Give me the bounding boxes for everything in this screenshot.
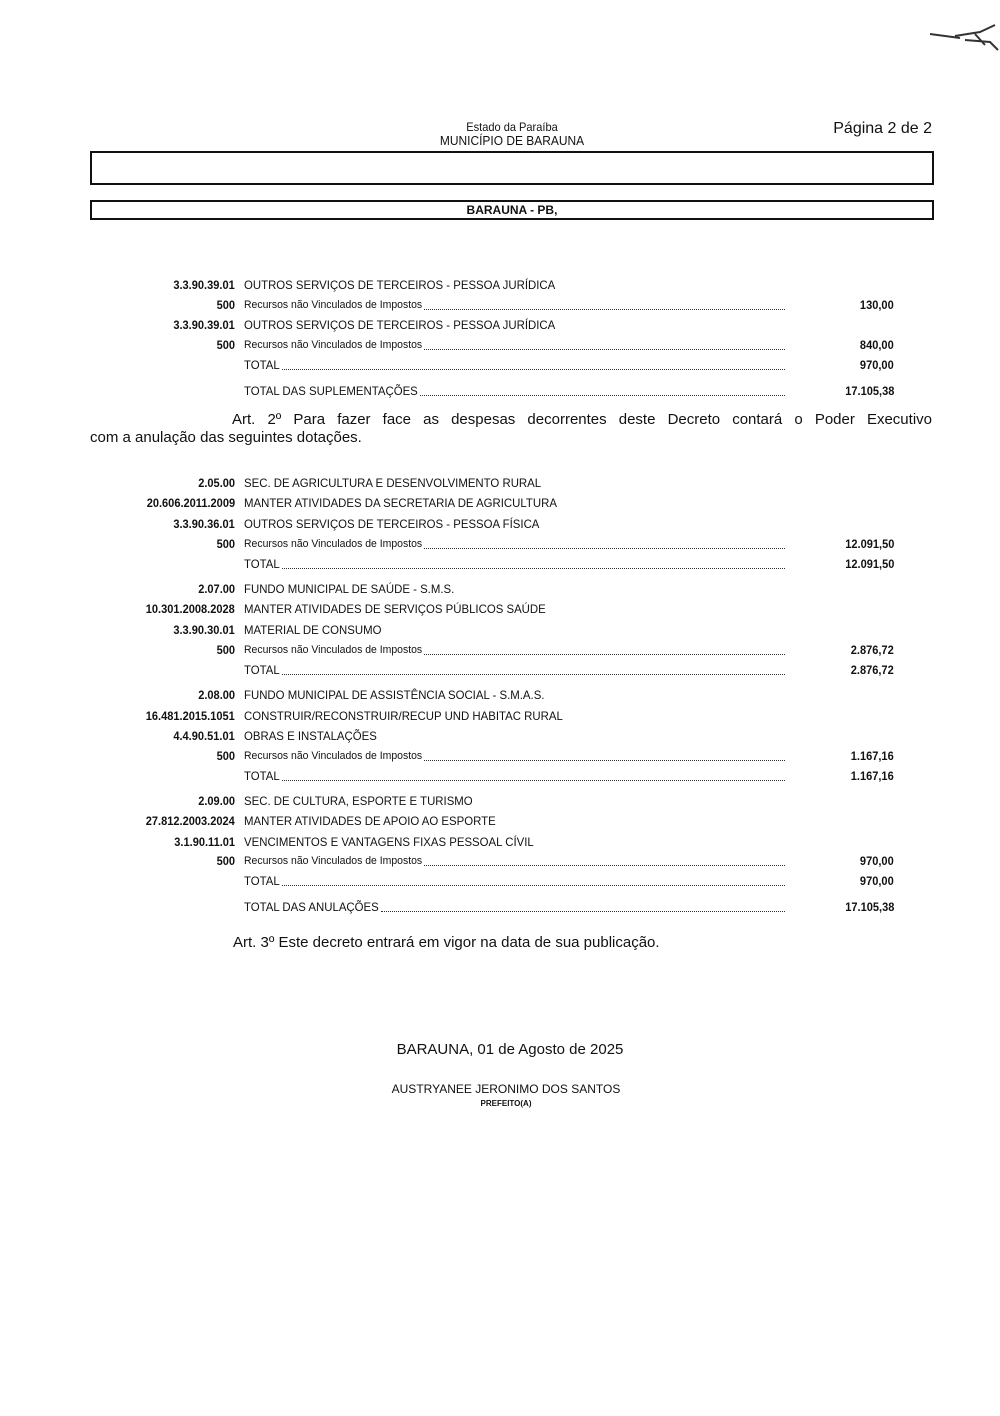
dot-leader: [282, 770, 785, 781]
row-code: 500: [216, 643, 235, 657]
header-box: [90, 151, 934, 185]
row-code: 16.481.2015.1051: [145, 709, 235, 723]
dot-leader: [381, 901, 785, 912]
table-row: [0, 792, 1000, 810]
table-row: [0, 852, 1000, 870]
row-description: OUTROS SERVIÇOS DE TERCEIROS - PESSOA JURÍDICA: [244, 278, 556, 292]
row-description: TOTAL DAS ANULAÇÕES: [244, 900, 379, 914]
row-description: Recursos não Vinculados de Impostos: [244, 855, 423, 867]
row-code: 10.301.2008.2028: [145, 602, 235, 616]
row-code: 2.08.00: [198, 688, 235, 702]
row-description: MATERIAL DE CONSUMO: [244, 623, 382, 637]
table-row: [0, 872, 1000, 890]
row-description: SEC. DE CULTURA, ESPORTE E TURISMO: [244, 794, 473, 808]
row-description: TOTAL DAS SUPLEMENTAÇÕES: [244, 384, 418, 398]
row-description: OBRAS E INSTALAÇÕES: [244, 729, 377, 743]
table-row: [0, 600, 1000, 618]
row-description: MANTER ATIVIDADES DE APOIO AO ESPORTE: [244, 814, 496, 828]
row-code: 27.812.2003.2024: [145, 814, 235, 828]
dot-leader: [424, 750, 785, 761]
row-description: Recursos não Vinculados de Impostos: [244, 644, 423, 656]
table-row: [0, 898, 1000, 916]
article-2: [90, 411, 932, 447]
row-value: 12.091,50: [844, 537, 894, 551]
scan-mark: [920, 20, 1000, 70]
row-code: 500: [216, 854, 235, 868]
table-row: [0, 747, 1000, 765]
row-value: 970,00: [860, 874, 894, 888]
table-row: [0, 661, 1000, 679]
table-row: [0, 296, 1000, 314]
row-description: Recursos não Vinculados de Impostos: [244, 538, 423, 550]
table-row: [0, 727, 1000, 745]
row-description: OUTROS SERVIÇOS DE TERCEIROS - PESSOA JURÍDICA: [244, 318, 556, 332]
table-row: [0, 316, 1000, 334]
table-row: [0, 494, 1000, 512]
table-row: [0, 641, 1000, 659]
article-2-line1: Art. 2º Para fazer face as despesas decorrentes deste Decreto contará o Poder Executivo: [232, 411, 932, 428]
signatory-name: AUSTRYANEE JERONIMO DOS SANTOS: [391, 1082, 621, 1096]
row-description: SEC. DE AGRICULTURA E DESENVOLVIMENTO RURAL: [244, 476, 542, 490]
dot-leader: [424, 644, 785, 655]
dot-leader: [424, 339, 785, 350]
table-row: [0, 812, 1000, 830]
row-description: TOTAL: [244, 769, 280, 783]
row-description: FUNDO MUNICIPAL DE SAÚDE - S.M.S.: [244, 582, 455, 596]
table-row: [0, 276, 1000, 294]
row-description: Recursos não Vinculados de Impostos: [244, 299, 423, 311]
state-name: Estado da Paraíba: [466, 120, 558, 134]
table-row: [0, 707, 1000, 725]
row-description: FUNDO MUNICIPAL DE ASSISTÊNCIA SOCIAL - S.M.A.S.: [244, 688, 545, 702]
row-description: TOTAL: [244, 358, 280, 372]
row-code: 500: [216, 298, 235, 312]
row-code: 2.05.00: [198, 476, 235, 490]
row-description: Recursos não Vinculados de Impostos: [244, 339, 423, 351]
table-row: [0, 555, 1000, 573]
municipality-name: MUNICÍPIO DE BARAUNA: [439, 133, 585, 148]
table-row: [0, 621, 1000, 639]
row-code: 500: [216, 537, 235, 551]
location-box: [90, 200, 934, 220]
table-row: [0, 580, 1000, 598]
table-row: [0, 474, 1000, 492]
row-code: 3.3.90.39.01: [173, 318, 235, 332]
dot-leader: [424, 538, 785, 549]
row-code: 4.4.90.51.01: [173, 729, 235, 743]
row-value: 12.091,50: [844, 557, 894, 571]
row-code: 3.3.90.39.01: [173, 278, 235, 292]
row-value: 2.876,72: [851, 643, 894, 657]
row-description: VENCIMENTOS E VANTAGENS FIXAS PESSOAL CÍVIL: [244, 835, 534, 849]
dot-leader: [282, 875, 785, 886]
table-row: [0, 382, 1000, 400]
row-value: 970,00: [860, 358, 894, 372]
row-code: 3.3.90.30.01: [173, 623, 235, 637]
article-3: Art. 3º Este decreto entrará em vigor na data de sua publicação.: [233, 934, 660, 951]
table-row: [0, 535, 1000, 553]
page-number: Página 2 de 2: [833, 120, 932, 137]
row-description: MANTER ATIVIDADES DA SECRETARIA DE AGRICULTURA: [244, 496, 557, 510]
row-description: CONSTRUIR/RECONSTRUIR/RECUP UND HABITAC RURAL: [244, 709, 563, 723]
row-value: 970,00: [860, 854, 894, 868]
row-code: 20.606.2011.2009: [146, 496, 235, 510]
table-row: [0, 686, 1000, 704]
location-text: BARAUNA - PB,: [466, 203, 558, 217]
table-row: [0, 356, 1000, 374]
table-row: [0, 336, 1000, 354]
row-description: TOTAL: [244, 663, 280, 677]
dot-leader: [424, 299, 785, 310]
row-value: 1.167,16: [851, 769, 894, 783]
row-description: MANTER ATIVIDADES DE SERVIÇOS PÚBLICOS SAÚDE: [244, 602, 546, 616]
row-code: 2.09.00: [198, 794, 235, 808]
row-code: 3.1.90.11.01: [174, 835, 235, 849]
place-date: BARAUNA, 01 de Agosto de 2025: [396, 1041, 624, 1058]
dot-leader: [420, 385, 785, 396]
article-2-line2: com a anulação das seguintes dotações.: [90, 429, 362, 446]
dot-leader: [424, 855, 785, 866]
signatory-title: PREFEITO(A): [480, 1099, 532, 1108]
table-row: [0, 833, 1000, 851]
row-value: 130,00: [860, 298, 894, 312]
row-value: 17.105,38: [844, 384, 894, 398]
dot-leader: [282, 359, 785, 370]
table-row: [0, 515, 1000, 533]
row-value: 2.876,72: [851, 663, 894, 677]
row-value: 840,00: [860, 338, 894, 352]
row-value: 17.105,38: [844, 900, 894, 914]
row-code: 2.07.00: [198, 582, 235, 596]
row-description: TOTAL: [244, 874, 280, 888]
dot-leader: [282, 558, 785, 569]
table-row: [0, 767, 1000, 785]
row-code: 500: [216, 338, 235, 352]
row-value: 1.167,16: [851, 749, 894, 763]
row-description: Recursos não Vinculados de Impostos: [244, 750, 423, 762]
dot-leader: [282, 664, 785, 675]
row-code: 3.3.90.36.01: [173, 517, 235, 531]
row-description: TOTAL: [244, 557, 280, 571]
row-description: OUTROS SERVIÇOS DE TERCEIROS - PESSOA FÍSICA: [244, 517, 540, 531]
row-code: 500: [216, 749, 235, 763]
